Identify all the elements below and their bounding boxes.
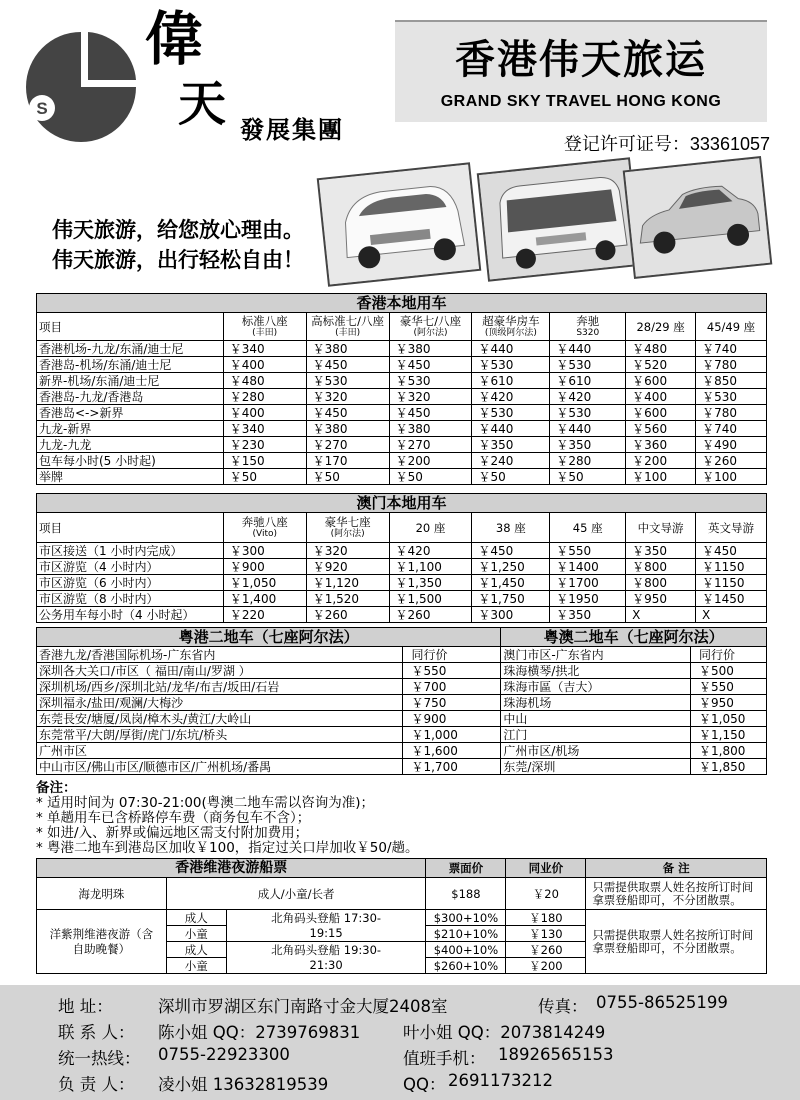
price-cell: ￥530	[472, 357, 550, 373]
price-cell: ￥440	[550, 421, 626, 437]
cruise-peer-price: ￥260	[506, 942, 586, 958]
price-cell: ￥420	[550, 389, 626, 405]
price-cell: ￥1,520	[306, 591, 389, 607]
cruise-note: 只需提供取票人姓名按所订时间拿票登船即可，不分团散票。	[586, 878, 767, 910]
gd-hk-title: 粤港二地车（七座阿尔法）	[37, 628, 501, 647]
gd-mo-title: 粤澳二地车（七座阿尔法）	[501, 628, 767, 647]
cruise-peer-price: ￥180	[506, 910, 586, 926]
table-row	[37, 405, 767, 421]
price-cell: ￥450	[306, 357, 389, 373]
price-cell: ￥780	[696, 405, 767, 421]
column-header-name: 豪华七/八座	[399, 313, 462, 328]
cruise-peer-price: ￥200	[506, 958, 586, 974]
hotline: 0755-22923300	[158, 1045, 290, 1064]
price-cell: ￥320	[306, 389, 389, 405]
price-cell: ￥1,050	[223, 575, 306, 591]
price-cell: ￥400	[223, 357, 306, 373]
column-header-name: 28/29 座	[636, 319, 685, 334]
column-header-sub: (Vito)	[252, 528, 278, 539]
cruise-face-price: $260+10%	[426, 958, 506, 974]
price-cell: ￥530	[306, 373, 389, 389]
table-row	[37, 575, 767, 591]
logo-char-2: 天	[178, 76, 227, 132]
price-cell: ￥600	[626, 405, 696, 421]
price-cell: ￥700	[403, 679, 501, 695]
table-row	[37, 607, 767, 623]
price-cell: ￥530	[696, 389, 767, 405]
cruise-peer-price: ￥130	[506, 926, 586, 942]
price-cell: ￥900	[223, 559, 306, 575]
contact-1: 陈小姐 QQ：2739769831	[158, 1023, 361, 1042]
price-cell: ￥950	[691, 695, 767, 711]
route-cell: 包车每小时(5 小时起)	[37, 453, 224, 469]
price-cell: ￥1,800	[691, 743, 767, 759]
price-cell: 同行价	[403, 647, 501, 663]
table-row	[37, 389, 767, 405]
column-header-name: 45 座	[572, 520, 603, 535]
price-cell: ￥530	[389, 373, 472, 389]
address: 深圳市罗湖区东门南路寸金大厦2408室	[158, 997, 448, 1016]
route-cell: 香港九龙/香港国际机场-广东省内	[37, 647, 403, 663]
manager: 凌小姐 13632819539	[158, 1075, 329, 1094]
column-header	[306, 313, 389, 341]
price-cell: ￥270	[389, 437, 472, 453]
face-price-header: 票面价	[426, 859, 506, 878]
table-row	[37, 711, 767, 727]
logo-mark	[22, 28, 140, 146]
notes	[36, 781, 767, 856]
column-header-name: 奔驰	[576, 313, 600, 328]
price-cell: ￥1,150	[691, 727, 767, 743]
price-cell: ￥500	[691, 663, 767, 679]
column-header-sub: S320	[576, 327, 600, 338]
price-cell: ￥550	[691, 679, 767, 695]
cruise-face-price: $210+10%	[426, 926, 506, 942]
price-cell: ￥780	[696, 357, 767, 373]
macau-local-title: 澳门本地用车	[37, 494, 767, 513]
route-cell: 珠海横琴/拱北	[501, 663, 691, 679]
price-cell: ￥1,700	[403, 759, 501, 775]
price-cell: ￥380	[389, 341, 472, 357]
cruise-ticket-type: 小童	[166, 958, 226, 974]
license-number: 登记许可证号：33361057	[563, 134, 770, 154]
price-cell: ￥740	[696, 341, 767, 357]
macau-local-table	[36, 493, 767, 623]
note-item: * 如进/入、新界或偏远地区需支付附加费用；	[36, 825, 309, 841]
column-header	[626, 513, 696, 543]
price-cell: ￥350	[472, 437, 550, 453]
price-cell: X	[626, 607, 696, 623]
column-header	[550, 313, 626, 341]
note-header: 备 注	[586, 859, 767, 878]
route-cell: 市区接送（1 小时内完成）	[37, 543, 224, 559]
price-cell: ￥1,850	[691, 759, 767, 775]
price-cell: ￥1450	[696, 591, 767, 607]
cruise-pier-time: 北角码头登船 19:30-21:30	[226, 942, 426, 974]
price-cell: ￥610	[472, 373, 550, 389]
column-header	[626, 313, 696, 341]
cruise-face-price: $188	[426, 878, 506, 910]
cruise-ticket-type: 小童	[166, 926, 226, 942]
price-cell: ￥240	[472, 453, 550, 469]
price-cell: ￥1,750	[472, 591, 550, 607]
cruise-ticket-type: 成人	[166, 910, 226, 926]
price-cell: ￥1,350	[389, 575, 472, 591]
column-header	[389, 513, 472, 543]
column-header-sub: (阿尔法)	[330, 528, 365, 539]
cruise-name: 海龙明珠	[37, 878, 167, 910]
price-cell: ￥380	[306, 341, 389, 357]
price-cell: ￥750	[403, 695, 501, 711]
cruise-pier-time: 北角码头登船 17:30-19:15	[226, 910, 426, 942]
note-item: * 单趟用车已含桥路停车费（商务包车不含）；	[36, 810, 311, 826]
price-cell: ￥1,050	[691, 711, 767, 727]
table-row	[37, 591, 767, 607]
price-cell: ￥50	[472, 469, 550, 485]
price-cell: ￥450	[389, 405, 472, 421]
column-header	[472, 513, 550, 543]
peer-price-header: 同业价	[506, 859, 586, 878]
route-cell: 新界-机场/东涌/迪士尼	[37, 373, 224, 389]
price-cell: ￥440	[472, 341, 550, 357]
table-row	[37, 679, 767, 695]
cross-border-table	[36, 627, 767, 775]
price-cell: ￥420	[389, 543, 472, 559]
table-row	[37, 357, 767, 373]
column-header-name: 奔驰八座	[241, 514, 288, 529]
note-item: * 粤港二地车到港岛区加收￥100，指定过关口岸加收￥50/趟。	[36, 840, 419, 856]
duty-phone: 18926565153	[498, 1045, 614, 1064]
route-cell: 香港机场-九龙/东涌/迪士尼	[37, 341, 224, 357]
sedan-photo	[623, 156, 773, 279]
column-header	[696, 313, 767, 341]
price-cell: ￥350	[550, 607, 626, 623]
table-row	[37, 759, 767, 775]
note-item: * 适用时间为 07:30-21:00(粤澳二地车需以咨询为准)；	[36, 795, 375, 811]
route-cell: 举牌	[37, 469, 224, 485]
table-row	[37, 663, 767, 679]
logo-group-name: 發展集團	[240, 115, 344, 144]
price-cell: ￥920	[306, 559, 389, 575]
price-cell: ￥1,100	[389, 559, 472, 575]
price-cell: ￥1,000	[403, 727, 501, 743]
price-cell: ￥550	[550, 543, 626, 559]
price-cell: ￥1150	[696, 559, 767, 575]
column-header-name: 20 座	[415, 520, 446, 535]
cruise-ticket-type: 成人/小童/长者	[166, 878, 426, 910]
table-row	[37, 743, 767, 759]
column-header	[696, 513, 767, 543]
price-cell: ￥850	[696, 373, 767, 389]
table-row	[37, 341, 767, 357]
duty-phone-label: 值班手机：	[403, 1049, 486, 1068]
price-cell: ￥450	[306, 405, 389, 421]
cruise-name: 洋紫荆维港夜游（含自助晚餐）	[37, 910, 167, 974]
price-cell: ￥1700	[550, 575, 626, 591]
price-cell: ￥100	[696, 469, 767, 485]
column-header	[223, 513, 306, 543]
column-header-name: 中文导游	[637, 520, 684, 535]
price-cell: ￥480	[626, 341, 696, 357]
price-cell: ￥900	[403, 711, 501, 727]
column-header	[306, 513, 389, 543]
route-cell: 公务用车每小时（4 小时起）	[37, 607, 224, 623]
price-cell: 同行价	[691, 647, 767, 663]
route-cell: 九龙-九龙	[37, 437, 224, 453]
price-cell: ￥440	[472, 421, 550, 437]
cruise-note: 只需提供取票人姓名按所订时间拿票登船即可，不分团散票。	[586, 910, 767, 974]
footer	[0, 985, 800, 1100]
route-cell: 深圳机场/西乡/深圳北站/龙华/布吉/坂田/石岩	[37, 679, 403, 695]
table-row	[37, 437, 767, 453]
night-cruise-title: 香港维港夜游船票	[37, 859, 426, 878]
table-row	[37, 647, 767, 663]
column-header-sub: (丰田)	[252, 327, 278, 338]
route-cell: 市区游览（4 小时内）	[37, 559, 224, 575]
contact-label: 联 系 人：	[58, 1023, 135, 1042]
bus-photo	[477, 157, 642, 282]
price-cell: ￥400	[626, 389, 696, 405]
route-cell: 市区游览（8 小时内）	[37, 591, 224, 607]
price-cell: ￥50	[223, 469, 306, 485]
cruise-face-price: $400+10%	[426, 942, 506, 958]
price-cell: ￥300	[223, 543, 306, 559]
price-cell: ￥1,250	[472, 559, 550, 575]
route-cell: 香港岛-九龙/香港岛	[37, 389, 224, 405]
column-header-sub: (丰田)	[335, 327, 361, 338]
column-header-name: 超豪华房车	[482, 313, 540, 328]
price-cell: ￥50	[550, 469, 626, 485]
price-cell: ￥340	[223, 341, 306, 357]
fax: 0755-86525199	[596, 993, 728, 1012]
price-cell: ￥1,500	[389, 591, 472, 607]
column-header	[37, 313, 224, 341]
column-header	[223, 313, 306, 341]
night-cruise-table	[36, 858, 767, 974]
price-cell: ￥560	[626, 421, 696, 437]
price-cell: ￥220	[223, 607, 306, 623]
price-cell: ￥380	[306, 421, 389, 437]
price-cell: ￥200	[626, 453, 696, 469]
cruise-peer-price: ￥20	[506, 878, 586, 910]
price-cell: ￥320	[389, 389, 472, 405]
price-cell: ￥150	[223, 453, 306, 469]
price-cell: ￥260	[306, 607, 389, 623]
route-cell: 市区游览（6 小时内）	[37, 575, 224, 591]
table-row	[37, 373, 767, 389]
price-cell: ￥100	[626, 469, 696, 485]
route-cell: 江门	[501, 727, 691, 743]
route-cell: 广州市区	[37, 743, 403, 759]
cruise-ticket-type: 成人	[166, 942, 226, 958]
price-cell: ￥490	[696, 437, 767, 453]
price-cell: ￥270	[306, 437, 389, 453]
qq: 2691173212	[448, 1071, 553, 1090]
column-header-name: 38 座	[495, 520, 526, 535]
column-header-name: 标准八座	[241, 313, 288, 328]
route-cell: 深圳福永/盐田/观澜/大梅沙	[37, 695, 403, 711]
hk-local-title: 香港本地用车	[37, 294, 767, 313]
price-cell: ￥530	[550, 357, 626, 373]
column-header-name: 项目	[39, 520, 62, 535]
price-cell: ￥320	[306, 543, 389, 559]
route-cell: 东莞/深圳	[501, 759, 691, 775]
route-cell: 香港岛<->新界	[37, 405, 224, 421]
price-cell: ￥420	[472, 389, 550, 405]
route-cell: 东莞長安/塘厦/凤岗/樟木头/黄江/大岭山	[37, 711, 403, 727]
route-cell: 东莞常平/大朗/厚街/虎门/东坑/桥头	[37, 727, 403, 743]
column-header	[472, 313, 550, 341]
price-cell: ￥300	[472, 607, 550, 623]
price-cell: ￥450	[696, 543, 767, 559]
route-cell: 珠海市區（吉大）	[501, 679, 691, 695]
price-cell: ￥1,600	[403, 743, 501, 759]
price-cell: ￥170	[306, 453, 389, 469]
price-cell: ￥350	[626, 543, 696, 559]
route-cell: 深圳各大关口/市区（ 福田/南山/罗湖 ）	[37, 663, 403, 679]
price-cell: ￥450	[472, 543, 550, 559]
price-cell: ￥600	[626, 373, 696, 389]
logo-char-1: 偉	[145, 5, 204, 73]
table-row	[37, 727, 767, 743]
qq-label: QQ：	[403, 1075, 446, 1094]
price-cell: ￥740	[696, 421, 767, 437]
route-cell: 中山	[501, 711, 691, 727]
price-cell: ￥400	[223, 405, 306, 421]
price-cell: ￥380	[389, 421, 472, 437]
price-cell: ￥450	[389, 357, 472, 373]
column-header-name: 英文导游	[708, 520, 754, 535]
price-cell: ￥1,120	[306, 575, 389, 591]
price-cell: ￥950	[626, 591, 696, 607]
company-title-en: GRAND SKY TRAVEL HONG KONG	[440, 93, 722, 110]
price-cell: ￥230	[223, 437, 306, 453]
price-cell: ￥200	[389, 453, 472, 469]
notes-title: 备注：	[36, 780, 77, 796]
manager-label: 负 责 人：	[58, 1075, 135, 1094]
table-row	[37, 559, 767, 575]
price-cell: ￥50	[306, 469, 389, 485]
route-cell: 珠海机场	[501, 695, 691, 711]
table-row	[37, 695, 767, 711]
column-header-sub: (阿尔法)	[413, 327, 448, 338]
column-header	[550, 513, 626, 543]
price-cell: ￥280	[550, 453, 626, 469]
price-cell: ￥800	[626, 559, 696, 575]
price-cell: ￥1950	[550, 591, 626, 607]
price-cell: ￥350	[550, 437, 626, 453]
price-cell: ￥530	[472, 405, 550, 421]
column-header	[389, 313, 472, 341]
table-row	[37, 421, 767, 437]
column-header	[37, 513, 224, 543]
column-header-name: 豪华七座	[324, 514, 371, 529]
table-row	[37, 543, 767, 559]
table-row	[37, 453, 767, 469]
table-row	[37, 469, 767, 485]
price-cell: ￥440	[550, 341, 626, 357]
route-cell: 广州市区/机场	[501, 743, 691, 759]
price-cell: ￥1400	[550, 559, 626, 575]
route-cell: 九龙-新界	[37, 421, 224, 437]
fax-label: 传真：	[538, 997, 588, 1016]
price-cell: ￥520	[626, 357, 696, 373]
column-header-sub: (顶级阿尔法)	[484, 327, 537, 338]
price-cell: ￥280	[223, 389, 306, 405]
price-cell: ￥50	[389, 469, 472, 485]
slogan-2: 伟天旅游，出行轻松自由！	[52, 248, 304, 272]
price-cell: ￥260	[389, 607, 472, 623]
price-cell: ￥610	[550, 373, 626, 389]
price-cell: X	[696, 607, 767, 623]
column-header-name: 高标准七/八座	[311, 313, 385, 328]
price-cell: ￥480	[223, 373, 306, 389]
route-cell: 中山市区/佛山市区/顺德市区/广州机场/番禺	[37, 759, 403, 775]
price-cell: ￥1,400	[223, 591, 306, 607]
price-cell: ￥530	[550, 405, 626, 421]
route-cell: 香港岛-机场/东涌/迪士尼	[37, 357, 224, 373]
address-label: 地 址：	[58, 997, 113, 1016]
company-title-box	[395, 20, 767, 122]
company-title-cn: 香港伟天旅运	[455, 37, 707, 83]
column-header-name: 项目	[39, 319, 62, 334]
hk-local-table	[36, 293, 767, 485]
hotline-label: 统一热线：	[58, 1049, 141, 1068]
logo-letter: S	[36, 99, 48, 118]
cruise-face-price: $300+10%	[426, 910, 506, 926]
van-photo	[317, 162, 482, 287]
price-cell: ￥1150	[696, 575, 767, 591]
route-cell: 澳门市区-广东省内	[501, 647, 691, 663]
slogan-1: 伟天旅游，给您放心理由。	[52, 218, 304, 242]
price-cell: ￥1,450	[472, 575, 550, 591]
column-header-name: 45/49 座	[706, 319, 756, 334]
price-cell: ￥340	[223, 421, 306, 437]
contact-2: 叶小姐 QQ：2073814249	[403, 1023, 606, 1042]
price-cell: ￥550	[403, 663, 501, 679]
price-cell: ￥360	[626, 437, 696, 453]
price-cell: ￥800	[626, 575, 696, 591]
price-cell: ￥260	[696, 453, 767, 469]
